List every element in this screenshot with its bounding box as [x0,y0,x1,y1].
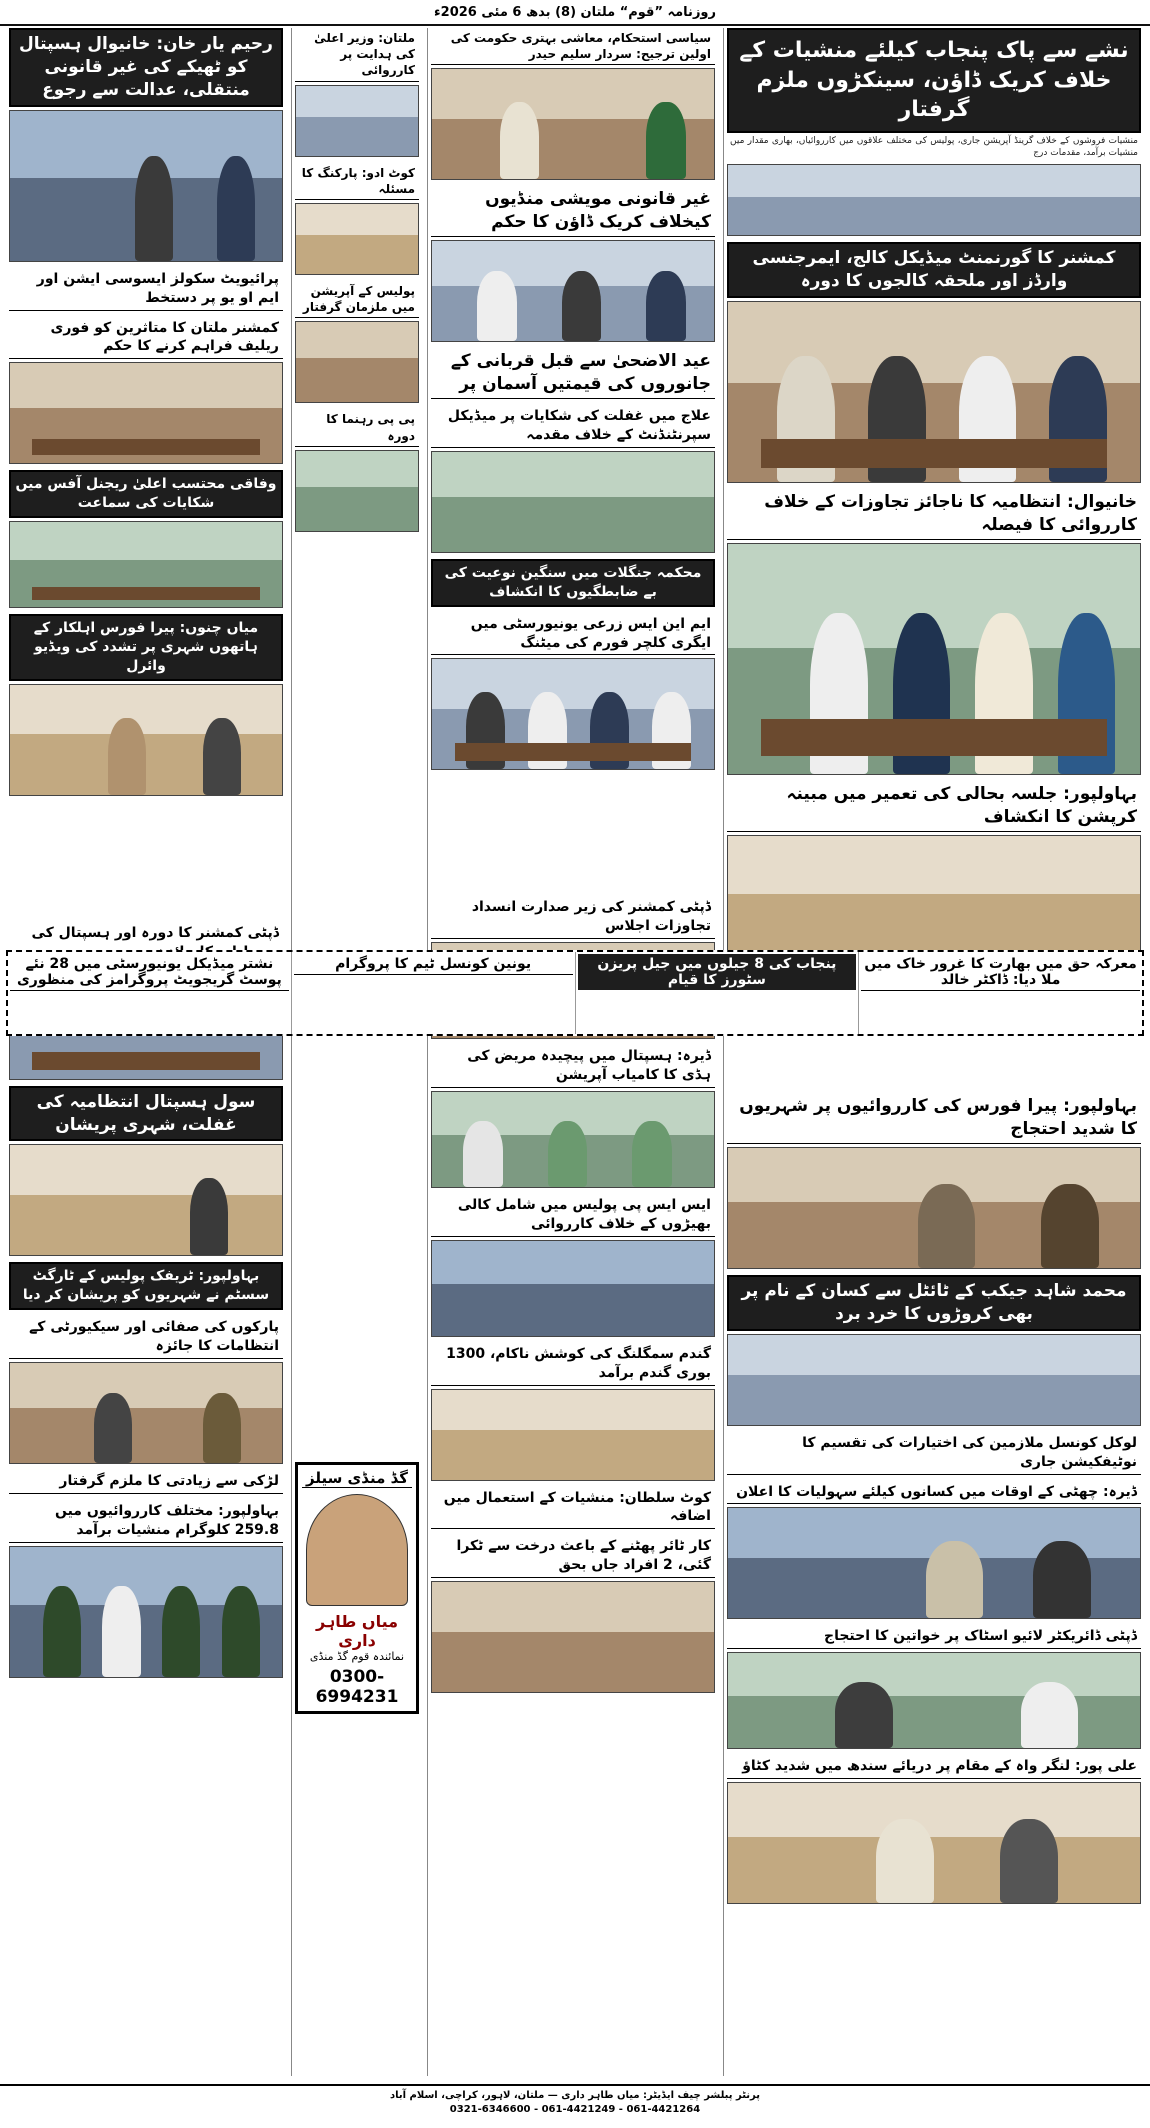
story [727,242,1141,483]
story [295,163,419,275]
story [431,613,715,771]
headline: ایس ایس پی پولیس میں شامل کالی بھیڑوں کے خلاف کارروائی [431,1194,715,1237]
story [431,348,715,399]
ribbon-cell [291,952,575,1034]
correspondent-role: نمائندہ قوم گڈ منڈی [309,1649,405,1663]
headline: کار ٹائر پھٹنے کے باعث درخت سے ٹکرا گئی، 2 افراد جاں بحق [431,1535,715,1578]
column-1 [723,28,1144,2076]
story [9,1262,283,1310]
story [295,409,419,531]
story [727,1481,1141,1620]
story [727,1432,1141,1475]
story [431,1194,715,1337]
headline: ملتان: وزیر اعلیٰ کی ہدایت پر کارروائی [295,28,419,82]
story [431,186,715,342]
story [9,1500,283,1678]
headline: سول ہسپتال انتظامیہ کی غفلت، شہری پریشان [9,1086,283,1142]
news-photo [727,835,1141,967]
news-photo [431,451,715,553]
imprint-phones: 0321-6346600 - 061-4421249 - 061-4421264 [449,2104,701,2115]
story [431,1045,715,1188]
date-text: روزنامہ ”قوم“ ملتان (8) بدھ 6 مئی 2026ء [434,4,716,20]
correspondent-phone: 0300-6994231 [315,1666,399,1707]
ribbon-cell [858,952,1142,1034]
headline: گندم سمگلنگ کی کوشش ناکام، 1300 بوری گندم برآمد [431,1343,715,1386]
story [727,1755,1141,1904]
story [431,1343,715,1481]
story [9,1316,283,1464]
headline: پرائیویٹ سکولز ایسوسی ایشن اور ایم او یو پر دستخط [9,268,283,311]
news-photo [295,203,419,275]
story [727,781,1141,967]
story [295,281,419,403]
headline: لڑکی سے زیادتی کا ملزم گرفتار [9,1470,283,1494]
story [431,405,715,553]
news-photo [727,1652,1141,1749]
news-photo [727,1507,1141,1619]
ribbon-cell [575,952,859,1034]
headline: خانیوال: انتظامیہ کا ناجائز تجاوزات کے خلاف کارروائی کا فیصلہ [727,489,1141,540]
headline: عید الاضحیٰ سے قبل قربانی کے جانوروں کی قیمتیں آسمان پر [431,348,715,399]
news-photo [295,450,419,532]
headline: بہاولپور: ٹریفک پولیس کے ٹارگٹ سسٹم نے شہریوں کو پریشان کر دیا [9,1262,283,1310]
story [9,1086,283,1257]
news-photo [295,321,419,403]
headline: محمد شاہد جیکب کے ٹائٹل سے کسان کے نام پر بھی کروڑوں کا خرد برد [727,1275,1141,1331]
column-4 [6,28,286,2076]
story [727,1625,1141,1749]
story [9,470,283,608]
news-photo [9,110,283,262]
news-photo [9,521,283,608]
headline: کمشنر ملتان کا متاثرین کو فوری ریلیف فراہم کرنے کا حکم [9,317,283,360]
ribbon-headline: پنجاب کی 8 جیلوں میں جیل پریزن سٹورز کا قیام [578,954,857,990]
story [9,317,283,465]
ribbon-headline: معرکہ حق میں بھارت کا غرور خاک میں ملا دیا: ڈاکٹر خالد [861,954,1140,991]
correspondent-box [295,1462,419,1714]
headline: سیاسی استحکام، معاشی بہتری حکومت کی اولین ترجیح: سردار سلیم حیدر [431,28,715,65]
news-photo [727,543,1141,775]
headline: غیر قانونی مویشی منڈیوں کیخلاف کریک ڈاؤن کا حکم [431,186,715,237]
ribbon-headline: یونین کونسل ٹیم کا پروگرام [294,954,573,975]
news-photo [727,1334,1141,1426]
news-photo [295,85,419,157]
news-photo [9,1546,283,1678]
headline: پارکوں کی صفائی اور سیکیورٹی کے انتظامات کا جائزہ [9,1316,283,1359]
news-photo [431,1581,715,1693]
headline: ڈپٹی ڈائریکٹر لائیو اسٹاک پر خواتین کا احتجاج [727,1625,1141,1649]
story [727,1093,1141,1269]
news-photo [431,1240,715,1337]
headline: ڈیرہ: ہسپتال میں پیچیدہ مریض کی ہڈی کا کامیاب آپریشن [431,1045,715,1088]
correspondent-name: میاں طاہر داری [315,1611,399,1650]
headline: رحیم یار خان: خانیوال ہسپتال کو ٹھیکے کی غیر قانونی منتقلی، عدالت سے رجوع [9,28,283,107]
story [431,559,715,607]
imprint-line: پرنٹر پبلشر چیف ایڈیٹر: میاں طاہر داری — ملتان، لاہور، کراچی، اسلام آباد [389,2090,761,2101]
news-photo [431,658,715,770]
story [295,28,419,157]
story [9,1470,283,1494]
headline: علاج میں غفلت کی شکایات پر میڈیکل سپرنٹنڈنٹ کے خلاف مقدمہ [431,405,715,448]
headline: ڈیرہ: چھٹی کے اوقات میں کسانوں کیلئے سہولیات کا اعلان [727,1481,1141,1505]
headline: بہاولپور: جلسہ بحالی کی تعمیر میں مبینہ کرپشن کا انکشاف [727,781,1141,832]
story [727,1275,1141,1426]
story [431,1535,715,1693]
news-photo [727,301,1141,483]
story [431,28,715,180]
headline: ڈپٹی کمشنر کی زیر صدارت انسداد تجاوزات اجلاس [431,896,715,939]
headline: پولیس کے آپریشن میں ملزمان گرفتار [295,281,419,318]
ribbon-cell [8,952,291,1034]
imprint-footer [0,2084,1150,2128]
story [9,28,283,262]
news-photo [431,1091,715,1188]
news-photo [9,684,283,796]
news-photo [431,1389,715,1481]
news-photo [9,362,283,464]
headline: پی پی رہنما کا دورہ [295,409,419,446]
news-photo [431,240,715,342]
date-line [0,0,1150,26]
news-photo [9,1362,283,1464]
headline: علی پور: لنگر واہ کے مقام پر دریائے سندھ میں شدید کٹاؤ [727,1755,1141,1779]
column-2 [427,28,718,2076]
headline: بہاولپور: پیرا فورس کی کارروائیوں پر شہریوں کا شدید احتجاج [727,1093,1141,1144]
headline: وفاقی محتسب اعلیٰ ریجنل آفس میں شکایات کی سماعت [9,470,283,518]
correspondent-portrait [306,1494,408,1606]
news-photo [727,1147,1141,1269]
news-photo [727,1782,1141,1904]
news-photo [9,1144,283,1256]
headline: ڈپٹی کمشنر کا دورہ اور ہسپتال کی [9,922,283,965]
headline: کوٹ ادو: پارکنگ کا مسئلہ [295,163,419,200]
headline: کوٹ سلطان: منشیات کے استعمال میں اضافہ [431,1487,715,1530]
headline: لوکل کونسل ملازمین کی اختیارات کی تقسیم کا نوٹیفکیشن جاری [727,1432,1141,1475]
lead-body: منشیات فروشوں کے خلاف گرینڈ آپریشن جاری، پولیس کی مختلف علاقوں میں کارروائیاں، بھاری مقدار میں منشیات برآمد، مقدمات درج [730,136,1138,159]
column-3 [291,28,422,2076]
correspondent-title: گڈ منڈی سیلز [302,1469,412,1488]
story [431,1487,715,1530]
news-photo [727,164,1141,236]
lead-headline: نشے سے پاک پنجاب کیلئے منشیات کے خلاف کریک ڈاؤن، سینکڑوں ملزم گرفتار [727,28,1141,133]
headline: بہاولپور: مختلف کارروائیوں میں 259.8 کلوگرام منشیات برآمد [9,1500,283,1543]
story [9,268,283,311]
ribbon-headline: نشتر میڈیکل یونیورسٹی میں 28 نئے پوسٹ گریجویٹ پروگرامز کی منظوری [10,954,289,991]
headline: کمشنر کا گورنمنٹ میڈیکل کالج، ایمرجنسی وارڈز اور ملحقہ کالجوں کا دورہ [727,242,1141,298]
middle-ribbon [6,950,1144,1036]
headline: محکمہ جنگلات میں سنگین نوعیت کی بے ضابطگیوں کا انکشاف [431,559,715,607]
headline: میاں چنوں: پیرا فورس اہلکار کے ہاتھوں شہری پر تشدد کی ویڈیو وائرل [9,614,283,681]
lead-story [727,28,1141,236]
story [727,489,1141,775]
headline: ایم این ایس زرعی یونیورسٹی میں ایگری کلچر فورم کی میٹنگ [431,613,715,656]
story [9,614,283,796]
news-photo [431,68,715,180]
